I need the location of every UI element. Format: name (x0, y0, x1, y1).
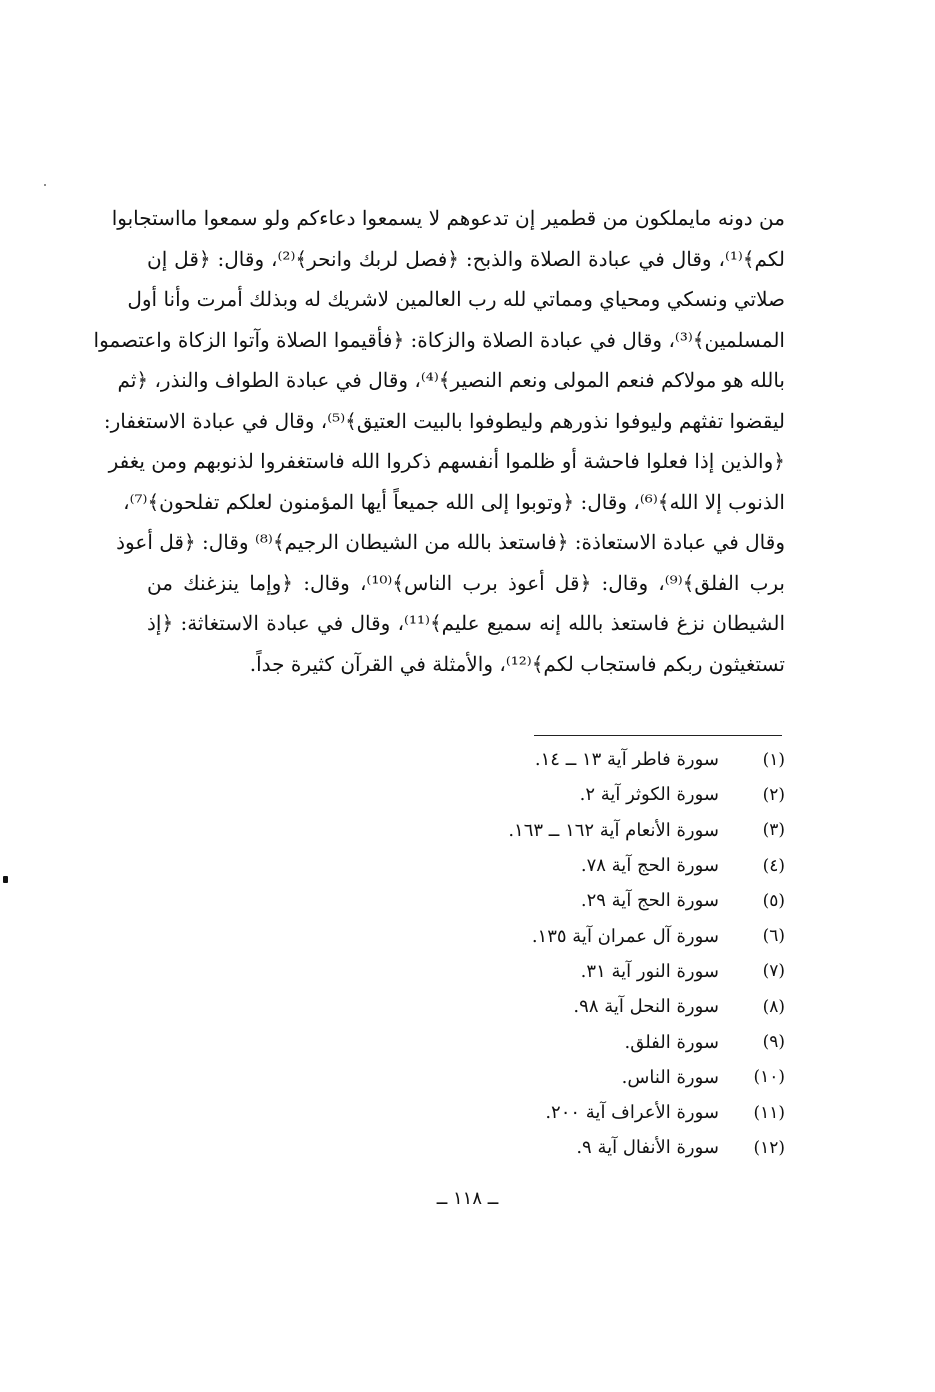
footnote-text: سورة الأنعام آية ١٦٢ ــ ١٦٣. (508, 819, 719, 841)
footnote-text: سورة الفلق. (624, 1031, 719, 1053)
text-line: المسلمين﴾⁽³⁾، وقال في عبادة الصلاة والزكاة: ﴿فأقيموا الصلاة وآتوا الزكاة واعتصموا (93, 327, 785, 352)
text-line: بالله هو مولاكم فنعم المولى ونعم النصير﴾⁽⁴⁾، وقال في عبادة الطواف والنذر، ﴿ثم (117, 368, 785, 392)
footnote-number: (١٢) (753, 1137, 785, 1158)
text-line: وقال في عبادة الاستعاذة: ﴿فاستعذ بالله من الشيطان الرجيم﴾⁽⁸⁾ وقال: ﴿قل أعوذ (116, 530, 785, 554)
footnote-text: سورة الحج آية ٧٨. (580, 855, 719, 877)
footnote (365, 848, 785, 883)
footnote-number: (٣) (762, 820, 785, 841)
footnotes-list (365, 742, 785, 1166)
text-line: الذنوب إلا الله﴾⁽⁶⁾، وقال: ﴿وتوبوا إلى الله جميعاً أيها المؤمنون لعلكم تفلحون﴾⁽⁷⁾، (123, 489, 785, 514)
footnote (365, 954, 785, 989)
footnote-number: (٩) (762, 1032, 785, 1053)
footnote (365, 918, 785, 953)
footnote-text: سورة الناس. (621, 1066, 719, 1088)
footnote-text: سورة النور آية ٣١. (580, 960, 719, 982)
text-line: ﴿والذين إذا فعلوا فاحشة أو ظلموا أنفسهم ذكروا الله فاستغفروا لذنوبهم ومن يغفر (108, 449, 785, 473)
text-line: برب الفلق﴾⁽⁹⁾، وقال: ﴿قل أعوذ برب الناس﴾⁽¹⁰⁾، وقال: ﴿وإما ينزغنك من (147, 570, 785, 595)
footnote-number: (٦) (762, 926, 785, 947)
footnote (365, 1095, 785, 1130)
footnote (365, 1060, 785, 1095)
footnote-text: سورة الأعراف آية ٢٠٠. (545, 1102, 719, 1124)
footnote (365, 742, 785, 777)
text-line: الشيطان نزغ فاستعذ بالله إنه سميع عليم﴾⁽¹¹⁾، وقال في عبادة الاستغاثة: ﴿إذ (147, 611, 785, 635)
footnote (365, 813, 785, 848)
footnote-number: (٤) (762, 855, 785, 876)
footnote-number: (١٠) (753, 1067, 785, 1088)
footnote (365, 883, 785, 918)
text-line: من دونه مايملكون من قطمير إن تدعوهم لا يسمعوا دعاءكم ولو سمعوا مااستجابوا (111, 206, 785, 230)
main-text-block (93, 198, 785, 684)
footnote-number: (١١) (753, 1102, 785, 1123)
footnote-number: (٨) (762, 996, 785, 1017)
text-line: ليقضوا تفثهم وليوفوا نذورهم وليطوفوا بالبيت العتيق﴾⁽⁵⁾، وقال في عبادة الاستغفار: (103, 408, 785, 433)
footnote-separator (534, 735, 782, 736)
page-number: ــ ١١٨ ــ (436, 1188, 499, 1209)
text-line: لكم﴾⁽¹⁾، وقال في عبادة الصلاة والذبح: ﴿فصل لربك وانحر﴾⁽²⁾، وقال: ﴿قل إن (147, 246, 785, 271)
footnote-number: (١) (762, 749, 785, 770)
footnote-text: سورة الحج آية ٢٩. (580, 890, 719, 912)
text-line: صلاتي ونسكي ومحياي ومماتي لله رب العالمين لاشريك له وبذلك أمرت وأنا أول (127, 287, 785, 311)
footnote-number: (٧) (762, 961, 785, 982)
footnote-text: سورة آل عمران آية ١٣٥. (531, 925, 719, 947)
scan-speck (44, 184, 46, 186)
footnote-text: سورة فاطر آية ١٣ ــ ١٤. (534, 749, 719, 771)
footnote (365, 989, 785, 1024)
text-line: تستغيثون ربكم فاستجاب لكم﴾⁽¹²⁾، والأمثلة في القرآن كثيرة جداً. (249, 651, 785, 676)
footnote-number: (٢) (762, 784, 785, 805)
footnote (365, 777, 785, 812)
footnote (365, 1024, 785, 1059)
footnote-text: سورة الكوثر آية ٢. (579, 784, 719, 806)
footnote (365, 1130, 785, 1165)
footnote-number: (٥) (762, 890, 785, 911)
footnote-text: سورة الأنفال آية ٩. (576, 1137, 719, 1159)
footnote-text: سورة النحل آية ٩٨. (573, 996, 719, 1018)
scan-margin-mark (3, 876, 8, 883)
